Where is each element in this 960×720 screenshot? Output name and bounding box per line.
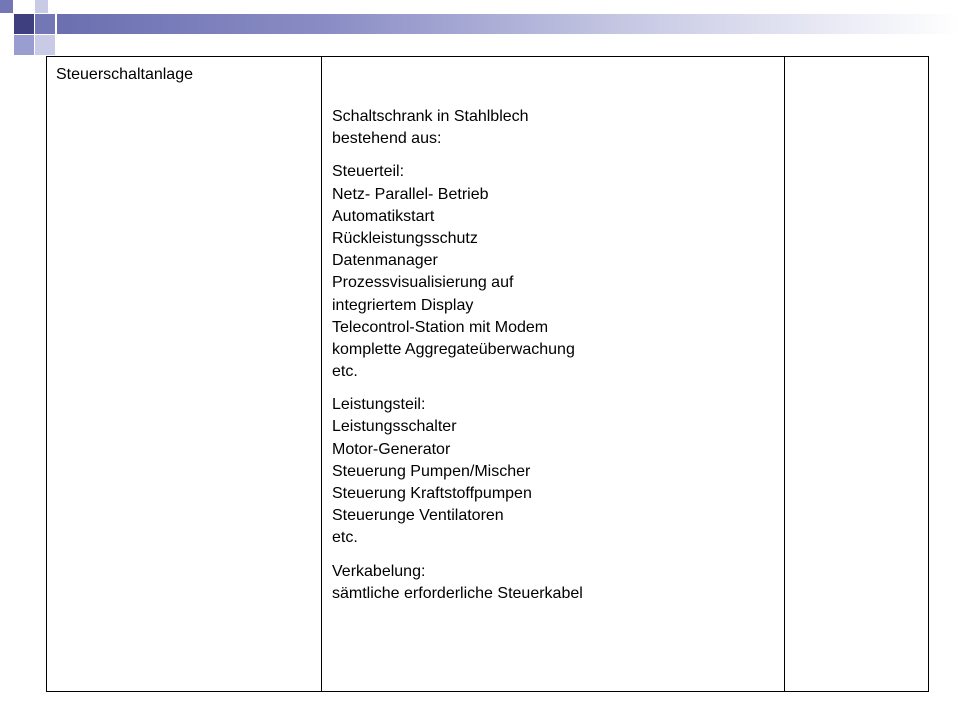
description-line: Steuerunge Ventilatoren	[332, 507, 504, 525]
description-line: bestehend aus:	[332, 130, 442, 148]
description-line: Leistungsschalter	[332, 418, 457, 436]
decorative-square	[14, 35, 34, 55]
description-line: Datenmanager	[332, 252, 438, 270]
description-line: Automatikstart	[332, 207, 435, 225]
description-line: Prozessvisualisierung auf	[332, 274, 514, 292]
description-line: integriertem Display	[332, 296, 474, 314]
description-line: Rückleistungsschutz	[332, 229, 478, 247]
decorative-square	[14, 14, 34, 34]
decorative-square	[35, 35, 55, 55]
description-line: Schaltschrank in Stahlblech	[332, 108, 529, 125]
description-line: sämtliche erforderliche Steuerkabel	[332, 584, 583, 602]
item-label-cell: Steuerschaltanlage	[56, 66, 193, 83]
decorative-square	[0, 0, 13, 13]
column-divider	[784, 57, 785, 691]
description-line: Telecontrol-Station mit Modem	[332, 318, 549, 336]
decorative-square	[35, 0, 48, 13]
description-line: etc.	[332, 363, 358, 381]
description-line: etc.	[332, 529, 358, 547]
header-gradient-bar	[57, 14, 960, 34]
description-line: komplette Aggregateüberwachung	[332, 340, 575, 358]
section-heading: Steuerteil:	[332, 163, 405, 181]
description-line: Steuerung Kraftstoffpumpen	[332, 485, 532, 502]
description-line: Netz- Parallel- Betrieb	[332, 185, 489, 203]
leistungsteil-group	[332, 394, 772, 549]
intro-group	[332, 106, 772, 150]
section-heading: Leistungsteil:	[332, 396, 426, 414]
description-cell	[332, 106, 772, 605]
column-divider	[321, 57, 322, 691]
empty-third-cell	[793, 65, 913, 85]
verkabelung-group	[332, 561, 772, 605]
decorative-square	[35, 14, 55, 34]
steuerteil-group	[332, 161, 772, 383]
description-line: Motor-Generator	[332, 440, 451, 458]
specification-table	[46, 56, 929, 692]
description-line: Steuerung Pumpen/Mischer	[332, 462, 531, 480]
section-heading: Verkabelung:	[332, 562, 426, 580]
